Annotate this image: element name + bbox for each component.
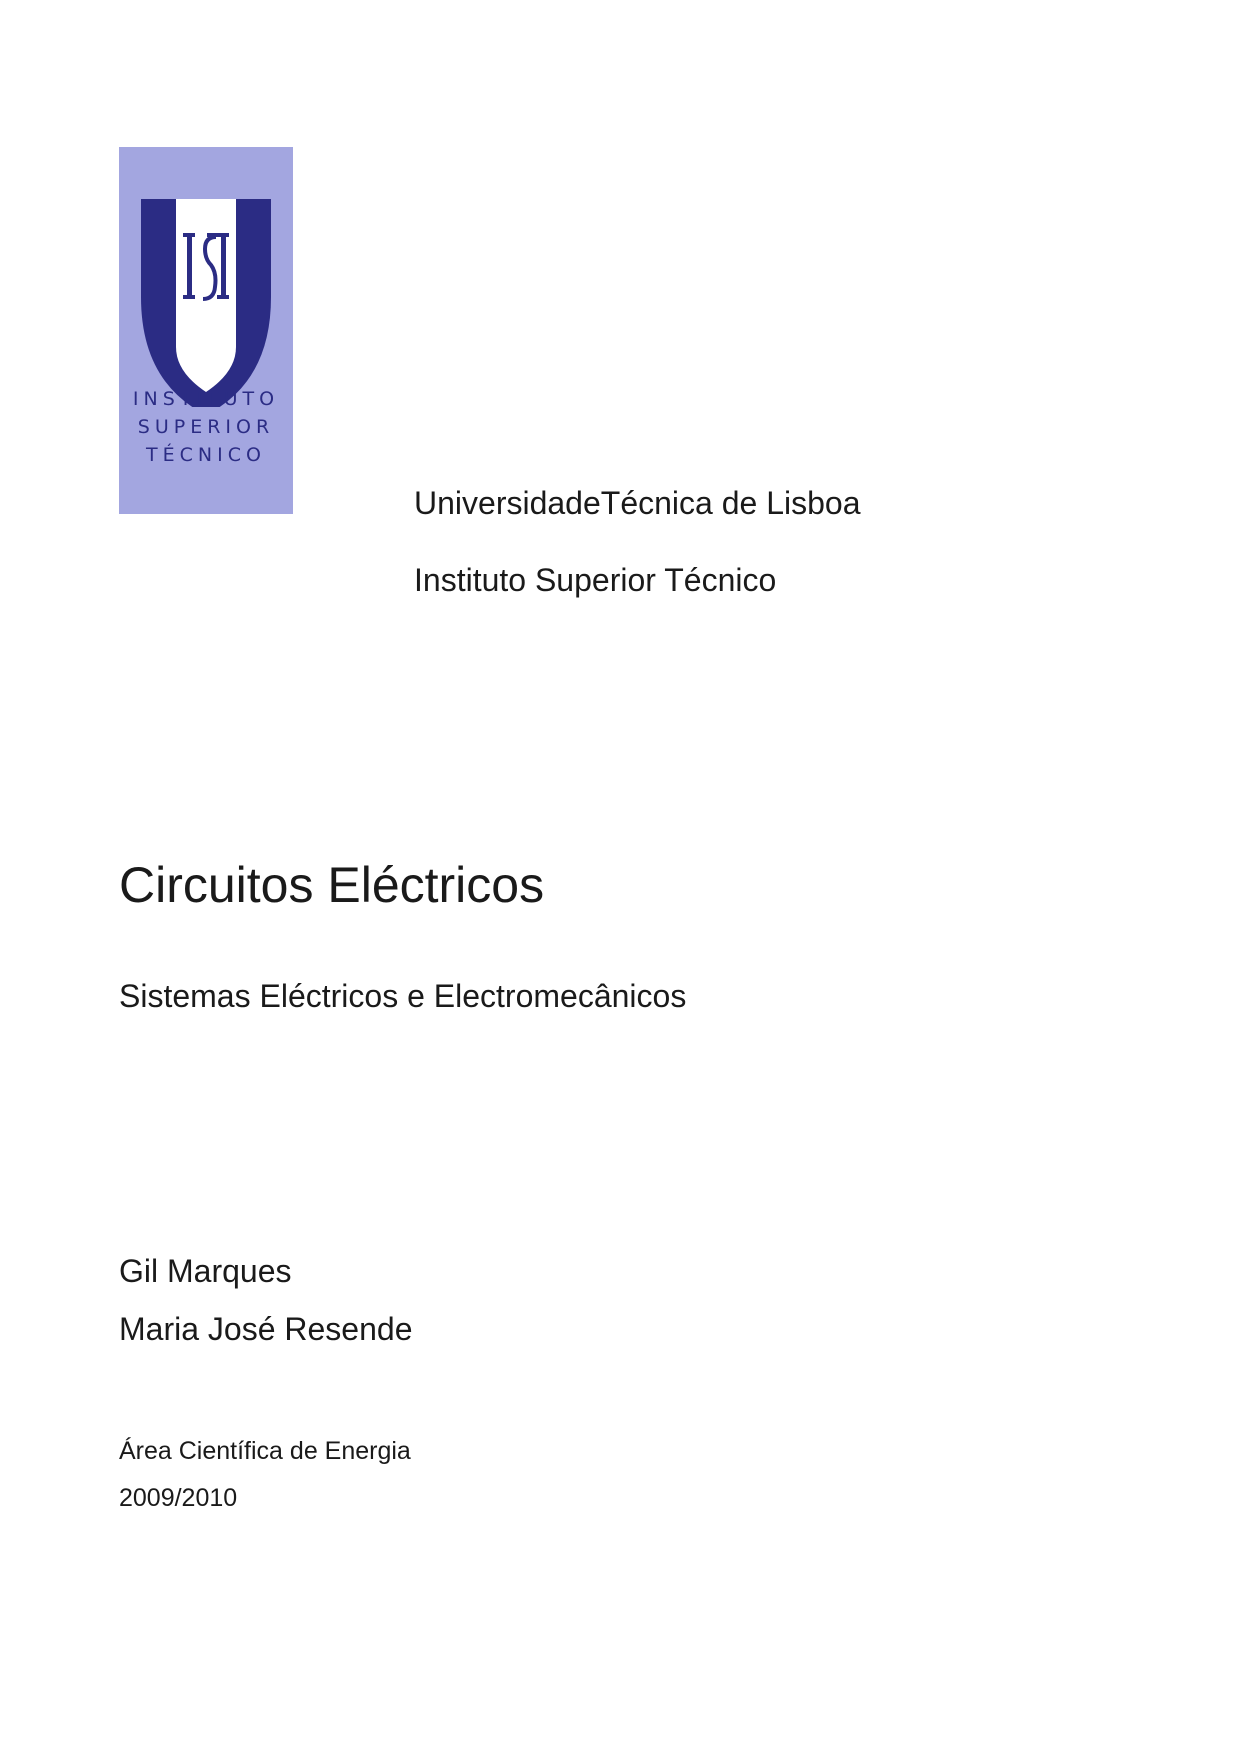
academic-year: 2009/2010	[119, 1484, 238, 1512]
document-subtitle: Sistemas Eléctricos e Electromecânicos	[119, 978, 687, 1014]
author-2: Maria José Resende	[119, 1311, 413, 1347]
author-1: Gil Marques	[119, 1253, 292, 1289]
document-title: Circuitos Eléctricos	[119, 857, 545, 913]
university-name: UniversidadeTécnica de Lisboa	[414, 485, 861, 521]
ist-logo	[119, 147, 293, 514]
ist-shield-icon	[119, 147, 293, 410]
logo-text-line-2: SUPERIOR	[137, 416, 275, 438]
school-name: Instituto Superior Técnico	[414, 562, 777, 598]
logo-text-line-1: INSTITUTO	[132, 388, 280, 410]
scientific-area: Área Científica de Energia	[119, 1437, 411, 1465]
logo-text-line-3: TÉCNICO	[146, 444, 266, 466]
